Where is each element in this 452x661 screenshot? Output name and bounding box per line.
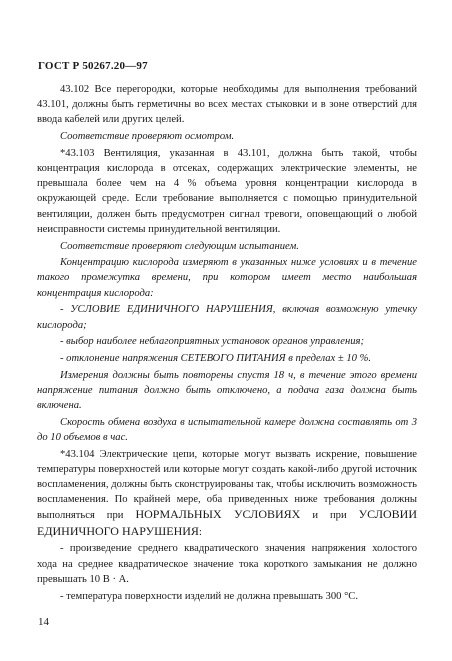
paragraph-43-102: 43.102 Все перегородки, которые необходимы для выполнения требований 43.101, должны быть герметичны во всех местах стыковки и в зоне отверстий для ввода кабелей или других целей. — [37, 84, 417, 126]
term-single-fault-condition: УСЛОВИИ ЕДИНИЧНОГО НАРУШЕНИЯ — [37, 507, 417, 538]
document-body — [37, 82, 417, 604]
condition-controls: - выбор наиболее неблагоприятных установок органов управления; — [60, 336, 364, 348]
paragraph-43-103: *43.103 Вентиляция, указанная в 43.101, должна быть такой, чтобы концентрация кислорода в отсеках, содержащих электрические элементы, не превышала более чем на 4 % объема уровня концентрации кислорода в окружающей среде. Если требование выполняется с помощью принудительной вентиляции, должен быть предусмотрен сигнал тревоги, оповещающий о любой неисправности системы принудительной вентиляции. — [37, 147, 417, 235]
requirement-surface-temperature: - температура поверхности изделий не должна превышать 300 °С. — [60, 590, 359, 602]
paragraph-43-104-text: *43.104 Электрические цепи, которые могут вызвать искрение, повышение температуры поверхностей или которые могут создать какой-либо другой источник воспламенения, должны быть сконструированы так, чтобы исключить возможность воспламенения. По крайней мере, оба приведенных ниже требования должны выполняться при — [37, 448, 417, 522]
paragraph-43-104 — [37, 447, 417, 540]
page-number: 14 — [38, 616, 49, 628]
condition-single-fault: - УСЛОВИЕ ЕДИНИЧНОГО НАРУШЕНИЯ, включая возможную утечку кислорода; — [37, 304, 417, 331]
compliance-note-test: Соответствие проверяют следующим испытанием. — [60, 240, 299, 252]
compliance-note-inspection: Соответствие проверяют осмотром. — [60, 131, 235, 143]
air-exchange-rate-note: Скорость обмена воздуха в испытательной камере должна составлять от 3 до 10 объемов в час. — [37, 416, 417, 443]
term-normal-conditions: НОРМАЛЬНЫХ УСЛОВИЯХ — [135, 507, 301, 522]
test-conditions-intro: Концентрацию кислорода измеряют в указанных ниже условиях и в течение такого промежутка времени, при котором имеет место наибольшая концентрация кислорода: — [37, 257, 417, 299]
paragraph-43-104-colon: : — [198, 526, 202, 538]
measurement-repeat-note: Измерения должны быть повторены спустя 18 ч, в течение этого времени напряжение питания должно быть отключено, а подача газа должна быть включена. — [37, 369, 417, 412]
document-header: ГОСТ Р 50267.20—97 — [38, 60, 148, 72]
paragraph-43-104-connector: и при — [300, 510, 359, 522]
condition-voltage: - отклонение напряжения СЕТЕВОГО ПИТАНИЯ в пределах ± 10 %. — [60, 352, 372, 364]
requirement-voltage-current: - произведение среднего квадратического значения напряжения холостого хода на среднее квадратическое значение тока короткого замыкания не должно превышать 10 В · А. — [37, 543, 417, 585]
